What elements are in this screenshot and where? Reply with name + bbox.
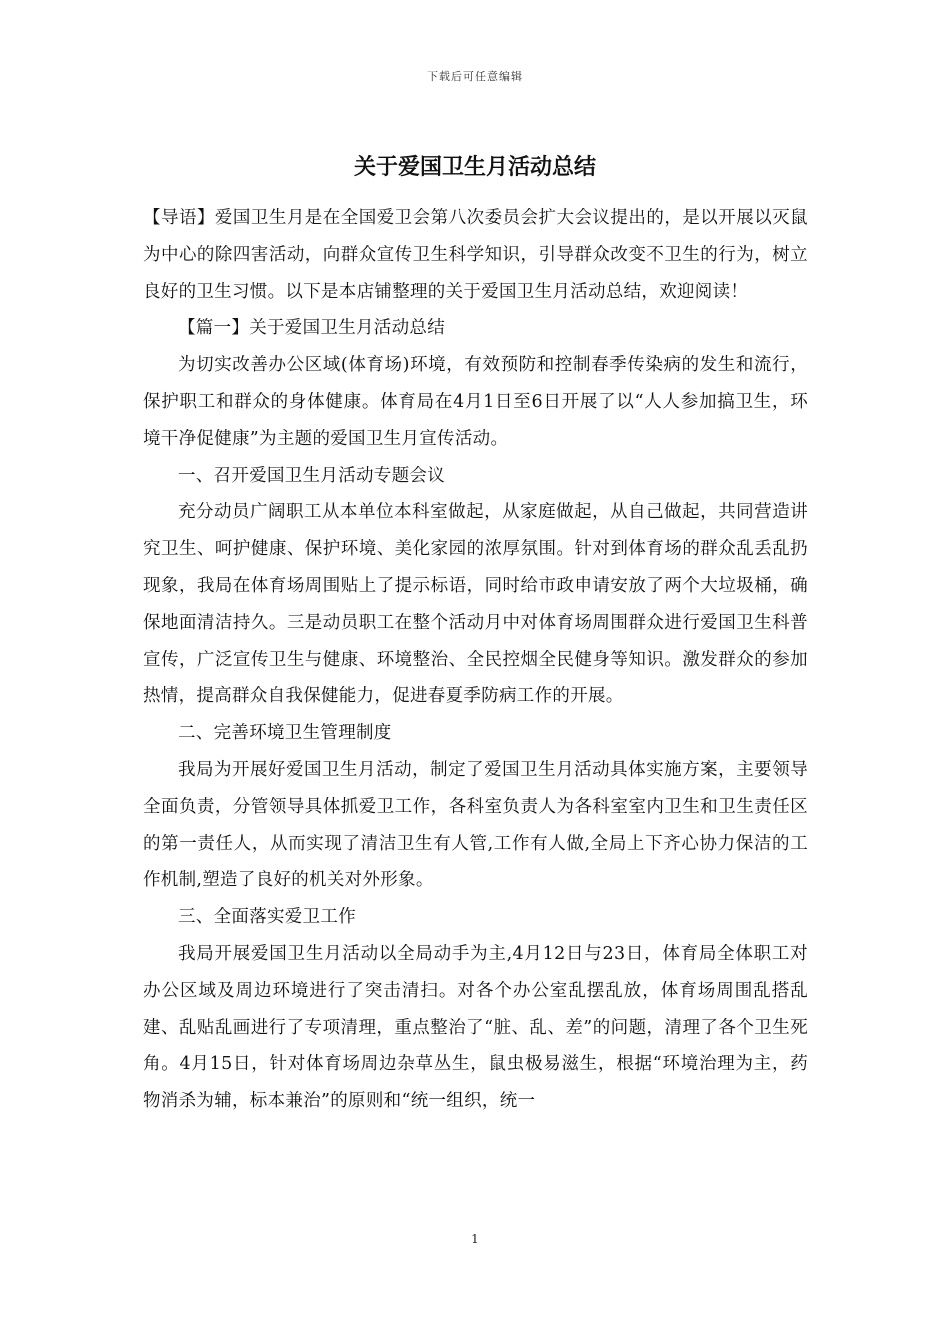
section-heading-part-one: 【篇一】关于爱国卫生月活动总结 [178, 318, 445, 339]
body-paragraph: 我局为开展好爱国卫生月活动，制定了爱国卫生月活动具体实施方案，主要领导全面负责，分管领导具体抓爱卫工作，各科室负责人为各科室室内卫生和卫生责任区的第一责任人，从而实现了清洁卫生有人管,工作有人做,全局上下齐心协力保洁的工作机制,塑造了良好的机关对外形象。 [143, 759, 808, 891]
body-paragraph: 充分动员广阔职工从本单位本科室做起，从家庭做起，从自己做起，共同营造讲究卫生、呵护健康、保护环境、美化家园的浓厚氛围。针对到体育场的群众乱丢乱扔现象，我局在体育场周围贴上了提示标语，同时给市政申请安放了两个大垃圾桶，确保地面清洁持久。三是动员职工在整个活动月中对体育场周围群众进行爱国卫生科普宣传，广泛宣传卫生与健康、环境整治、全民控烟全民健身等知识。激发群众的参加热情，提高群众自我保健能力，促进春夏季防病工作的开展。 [143, 502, 808, 707]
body-paragraph: 为切实改善办公区域(体育场)环境，有效预防和控制春季传染病的发生和流行，保护职工和群众的身体健康。体育局在4月1日至6日开展了以“人人参加搞卫生，环境干净促健康”为主题的爱国卫生月宣传活动。 [143, 355, 808, 449]
page-number: 1 [471, 1232, 479, 1246]
section-heading-1: 一、召开爱国卫生月活动专题会议 [178, 465, 445, 486]
document-body [143, 200, 808, 1120]
section-heading-2: 二、完善环境卫生管理制度 [178, 723, 392, 744]
document-title: 关于爱国卫生月活动总结 [353, 154, 596, 180]
intro-paragraph: 【导语】爱国卫生月是在全国爱卫会第八次委员会扩大会议提出的，是以开展以灭鼠为中心的除四害活动，向群众宣传卫生科学知识，引导群众改变不卫生的行为，树立良好的卫生习惯。以下是本店铺整理的关于爱国卫生月活动总结，欢迎阅读！ [143, 208, 808, 302]
body-paragraph: 我局开展爱国卫生月活动以全局动手为主,4月12日与23日，体育局全体职工对办公区域及周边环境进行了突击清扫。对各个办公室乱摆乱放，体育场周围乱搭乱建、乱贴乱画进行了专项清理，重点整治了“脏、乱、差”的问题，清理了各个卫生死角。4月15日，针对体育场周边杂草丛生，鼠虫极易滋生，根据“环境治理为主，药物消杀为辅，标本兼治”的原则和“统一组织，统一 [143, 943, 808, 1112]
header-note: 下载后可任意编辑 [427, 70, 523, 83]
section-heading-3: 三、全面落实爱卫工作 [178, 907, 356, 928]
